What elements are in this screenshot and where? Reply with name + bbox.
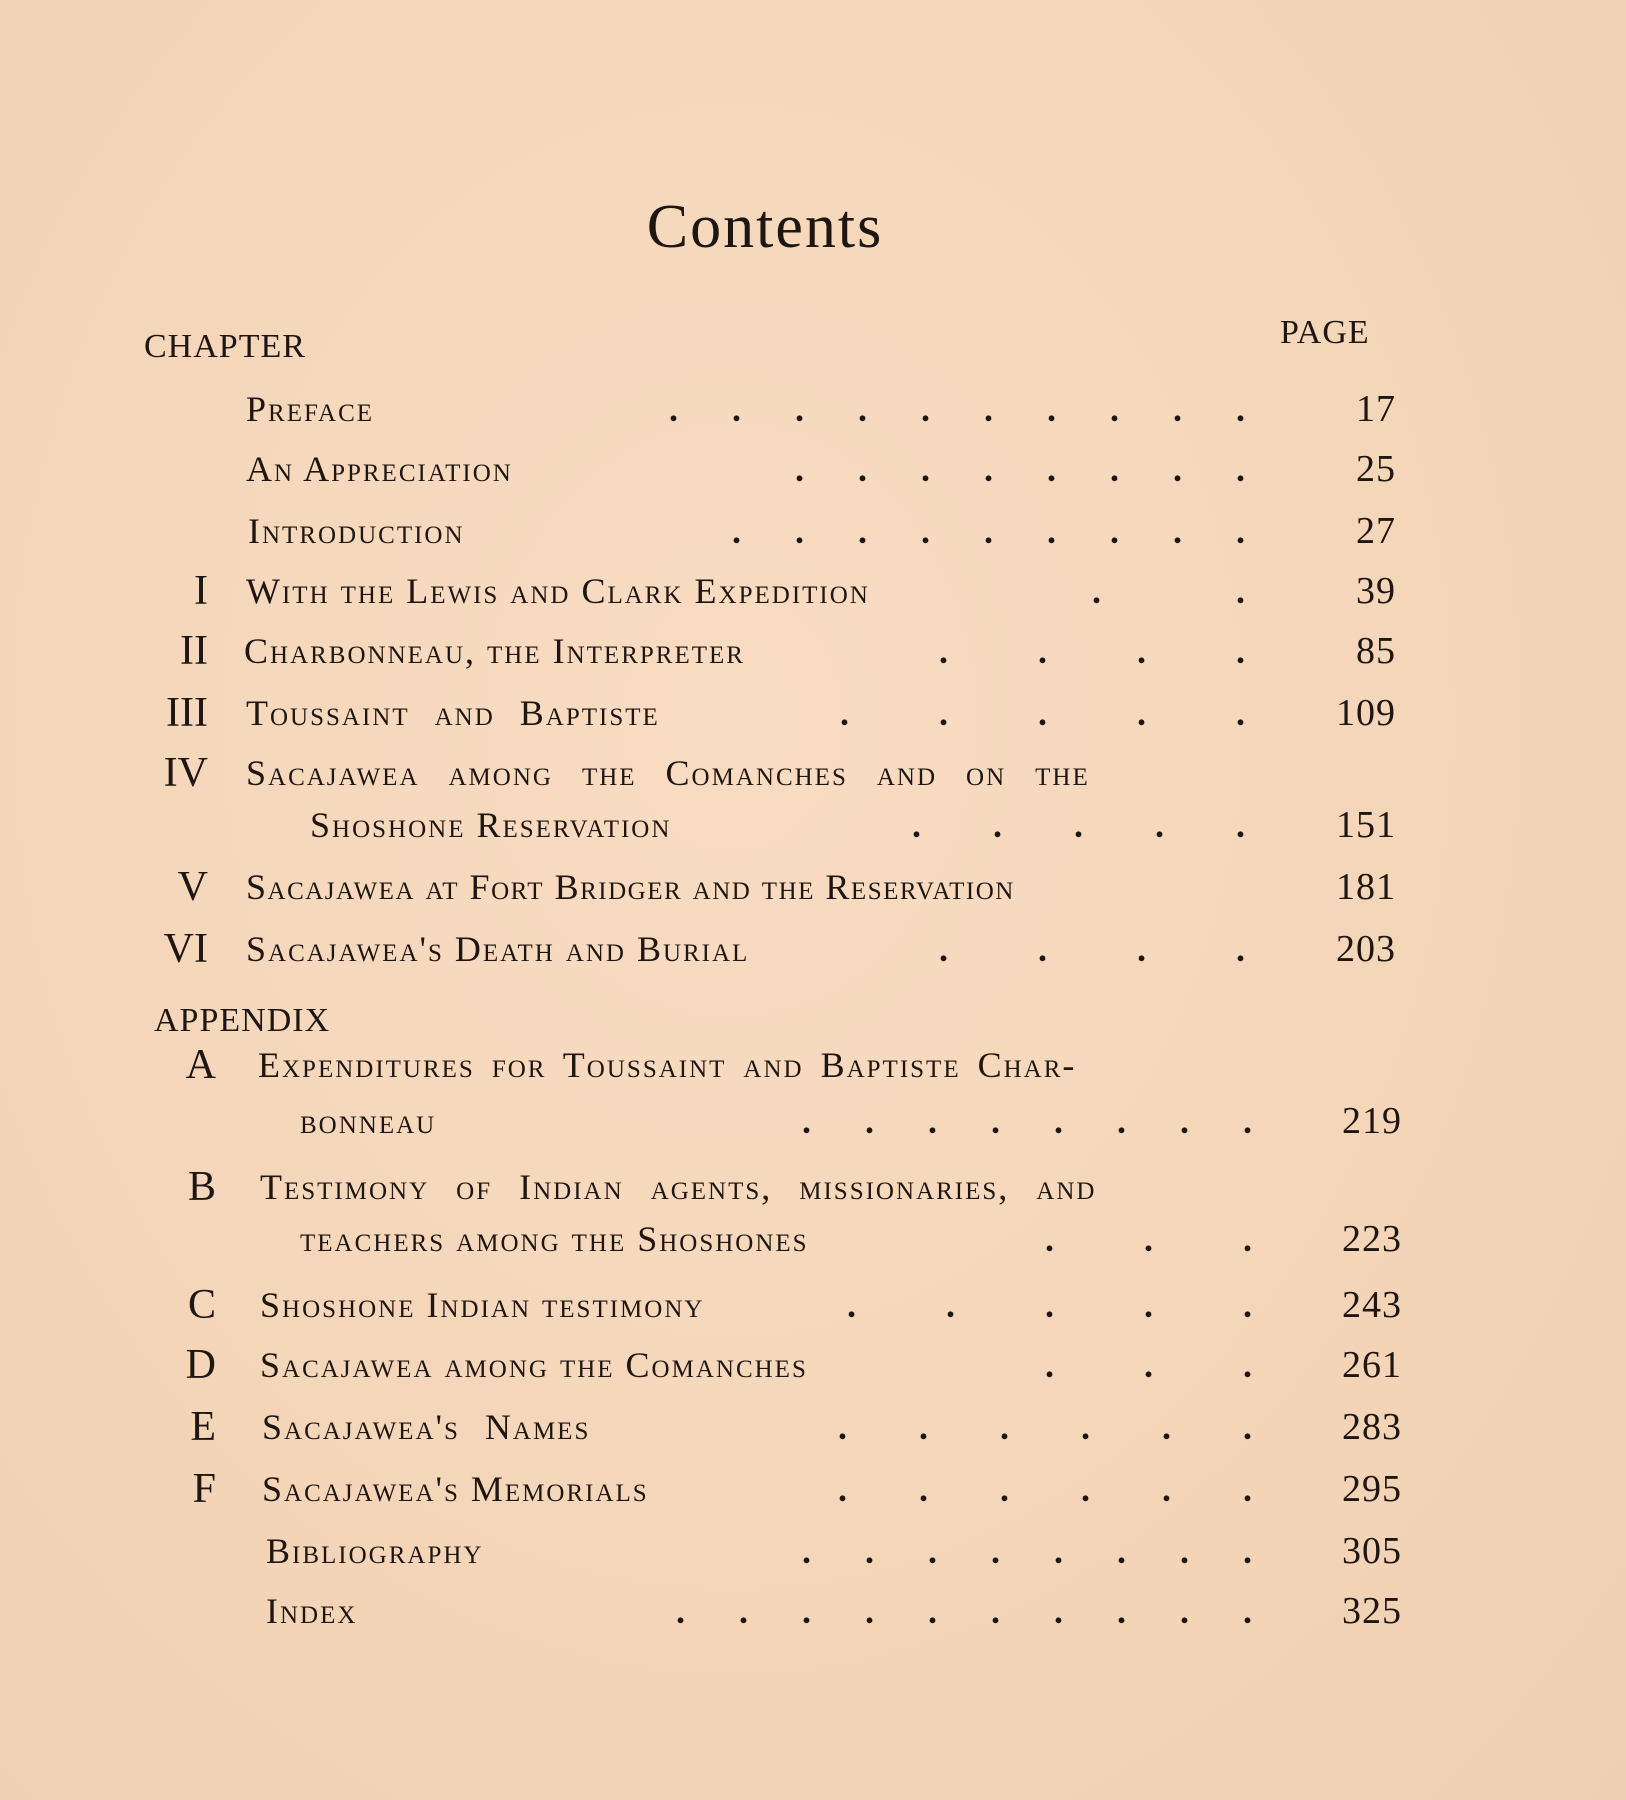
entry-title: With the Lewis and Clark Expedition xyxy=(246,571,870,611)
chapter-number: IV xyxy=(163,750,208,796)
entry-title: Shoshone Indian testimony xyxy=(260,1285,705,1325)
chapter-number: VI xyxy=(163,926,208,972)
toc-entry-index[interactable] xyxy=(0,1586,1626,1636)
page-number: 17 xyxy=(1356,388,1396,430)
page-number: 325 xyxy=(1342,1590,1402,1632)
toc-entry-chapter-6[interactable] xyxy=(0,924,1626,974)
toc-entry-chapter-2[interactable] xyxy=(0,626,1626,676)
entry-title-line-2: teachers among the Shoshones xyxy=(300,1219,809,1259)
dot-leaders: . . . . xyxy=(939,631,1245,671)
page-number: 25 xyxy=(1356,448,1396,490)
appendix-letter: E xyxy=(190,1404,216,1450)
page-number: 243 xyxy=(1342,1284,1402,1326)
page-title: Contents xyxy=(646,193,884,261)
dot-leaders: . . . xyxy=(1045,1219,1252,1259)
entry-title: Sacajawea's Memorials xyxy=(262,1469,649,1509)
entry-title: Sacajawea's Names xyxy=(262,1407,591,1447)
toc-entry-appendix-d[interactable] xyxy=(0,1340,1626,1390)
toc-entry-chapter-4-continued[interactable] xyxy=(0,800,1626,850)
chapter-number: I xyxy=(194,568,208,614)
entry-title-line-1: Expenditures for Toussaint and Baptiste Char- xyxy=(258,1045,1077,1085)
page-number: 305 xyxy=(1342,1530,1402,1572)
chapter-number: V xyxy=(177,864,208,910)
toc-entry-appendix-f[interactable] xyxy=(0,1464,1626,1514)
appendix-letter: D xyxy=(185,1342,216,1388)
dot-leaders: . . . . . xyxy=(847,1285,1252,1325)
toc-entry-chapter-4[interactable] xyxy=(0,748,1626,798)
dot-leaders: . . . . . xyxy=(840,693,1245,733)
page-number: 181 xyxy=(1336,866,1396,908)
page-number: 219 xyxy=(1342,1100,1402,1142)
dot-leaders: . . . . . . . . . xyxy=(732,511,1245,551)
toc-entry-chapter-3[interactable] xyxy=(0,688,1626,738)
page-number: 39 xyxy=(1356,570,1396,612)
dot-leaders: . . . . xyxy=(939,929,1245,969)
page-number: 109 xyxy=(1336,692,1396,734)
entry-title-line-2: bonneau xyxy=(300,1101,437,1141)
entry-title-line-1: Testimony of Indian agents, missionaries, and xyxy=(260,1167,1097,1207)
entry-title: Sacajawea among the Comanches xyxy=(260,1345,808,1385)
page-column-header: PAGE xyxy=(1280,314,1370,351)
toc-entry-preface[interactable] xyxy=(0,384,1626,434)
dot-leaders: . . . . . . . . xyxy=(802,1531,1252,1571)
toc-entry-appendix-e[interactable] xyxy=(0,1402,1626,1452)
entry-title-line-1: Sacajawea among the Comanches and on the xyxy=(246,753,1090,793)
page-number: 261 xyxy=(1342,1344,1402,1386)
dot-leaders: . . . . . . xyxy=(838,1469,1252,1509)
entry-title: Introduction xyxy=(248,511,465,551)
toc-entry-appendix-b[interactable] xyxy=(0,1162,1626,1212)
appendix-letter: A xyxy=(185,1042,216,1088)
page-number: 223 xyxy=(1342,1218,1402,1260)
toc-entry-introduction[interactable] xyxy=(0,506,1626,556)
page-number: 203 xyxy=(1336,928,1396,970)
page-number: 295 xyxy=(1342,1468,1402,1510)
dot-leaders: . . . . . . . . xyxy=(795,449,1245,489)
dot-leaders: . . . . . . . . . . xyxy=(669,389,1245,429)
entry-title: Sacajawea at Fort Bridger and the Reservation xyxy=(246,867,1015,907)
entry-title: Bibliography xyxy=(266,1531,484,1571)
toc-entry-appendix-b-continued[interactable] xyxy=(0,1214,1626,1264)
dot-leaders: . . . . . . . . . . xyxy=(676,1591,1252,1631)
entry-title: Index xyxy=(266,1591,358,1631)
entry-title: Preface xyxy=(246,389,375,429)
toc-entry-appendix-a[interactable] xyxy=(0,1040,1626,1090)
toc-entry-appreciation[interactable] xyxy=(0,444,1626,494)
entry-title: Charbonneau, the Interpreter xyxy=(244,631,745,671)
appendix-header: APPENDIX xyxy=(154,1002,331,1039)
chapter-number: II xyxy=(180,628,208,674)
dot-leaders: . . . . . . xyxy=(838,1407,1252,1447)
toc-entry-chapter-1[interactable] xyxy=(0,566,1626,616)
entry-title-line-2: Shoshone Reservation xyxy=(310,805,672,845)
toc-entry-chapter-5[interactable] xyxy=(0,862,1626,912)
appendix-letter: F xyxy=(192,1466,216,1512)
chapter-column-header: CHAPTER xyxy=(144,328,306,365)
page-number: 283 xyxy=(1342,1406,1402,1448)
appendix-letter: C xyxy=(187,1282,216,1328)
page-number: 27 xyxy=(1356,510,1396,552)
dot-leaders: . . . xyxy=(1045,1345,1252,1385)
page-number: 151 xyxy=(1336,804,1396,846)
toc-entry-appendix-a-continued[interactable] xyxy=(0,1096,1626,1146)
entry-title: Toussaint and Baptiste xyxy=(246,693,660,733)
dot-leaders: . . . . . . . . xyxy=(802,1101,1252,1141)
page-number: 85 xyxy=(1356,630,1396,672)
entry-title: Sacajawea's Death and Burial xyxy=(246,929,750,969)
dot-leaders: . . xyxy=(1092,571,1245,611)
toc-entry-bibliography[interactable] xyxy=(0,1526,1626,1576)
appendix-letter: B xyxy=(187,1164,216,1210)
entry-title: An Appreciation xyxy=(246,449,513,489)
chapter-number: III xyxy=(166,690,208,736)
dot-leaders: . . . . . xyxy=(912,805,1245,845)
toc-entry-appendix-c[interactable] xyxy=(0,1280,1626,1330)
